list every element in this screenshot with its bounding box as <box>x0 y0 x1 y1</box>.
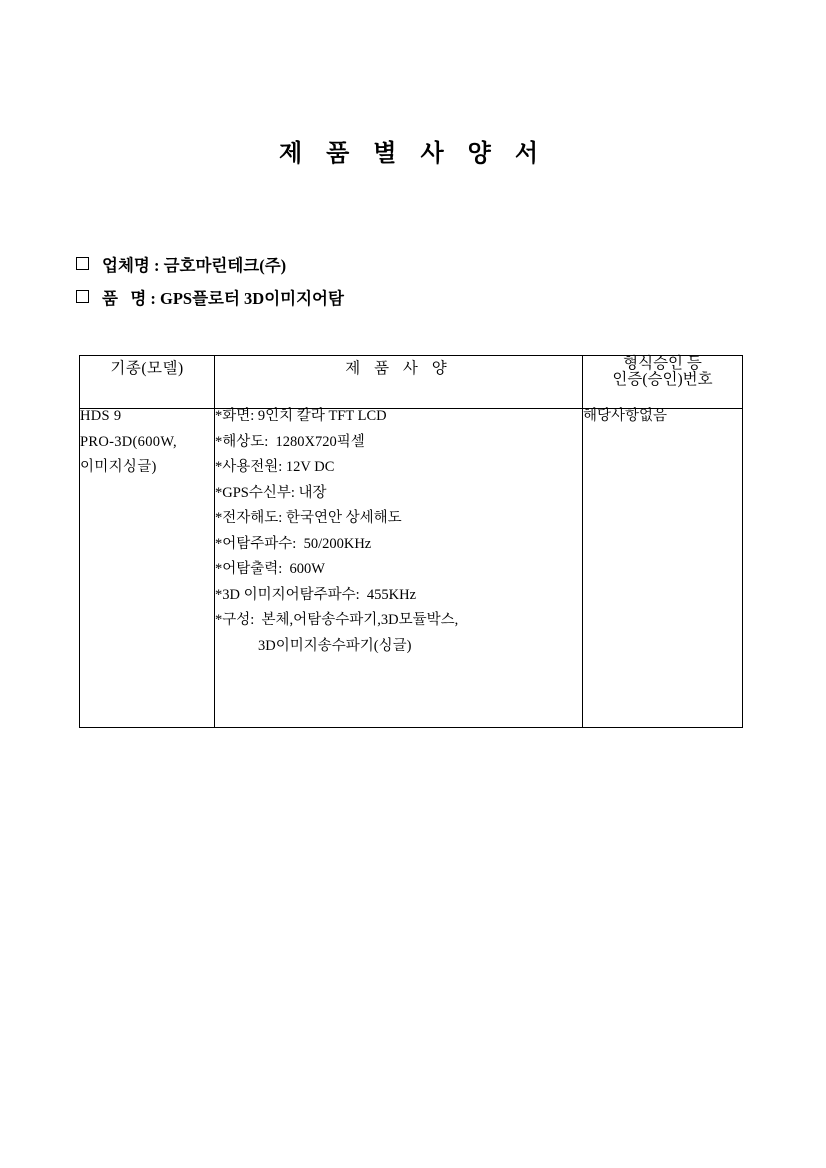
spec-table <box>79 355 743 728</box>
table-row <box>80 409 743 728</box>
meta-block <box>76 252 746 318</box>
spec-line: *전자해도: 한국연안 상세해도 <box>215 510 402 526</box>
checkbox-icon <box>76 257 89 270</box>
meta-value-company: 금호마린테크(주) <box>163 256 287 275</box>
column-header-cert <box>583 356 743 409</box>
model-line: HDS 9 <box>80 408 122 424</box>
column-header-model: 기종(모델) <box>80 356 215 409</box>
spec-line: *어탐주파수: 50/200KHz <box>215 535 372 552</box>
cell-cert: 해당사항없음 <box>583 409 743 728</box>
spec-line: *어탐출력: 600W <box>215 561 325 577</box>
spec-line: *화면: 9인치 칼라 TFT LCD <box>215 408 387 424</box>
spec-line: *구성: 본체,어탐송수파기,3D모듈박스, <box>215 612 459 628</box>
model-line: 이미지싱글) <box>80 459 157 475</box>
meta-label-product: 품 명 : <box>102 289 160 308</box>
table-header-row <box>80 356 743 409</box>
column-header-spec: 제 품 사 양 <box>215 356 583 409</box>
column-header-cert-line1: 형식승인 등 <box>623 355 702 372</box>
meta-value-product: GPS플로터 3D이미지어탐 <box>160 289 344 308</box>
column-header-cert-line2: 인증(승인)번호 <box>612 370 713 388</box>
checkbox-icon <box>76 290 89 303</box>
page-title: 제 품 별 사 양 서 <box>278 141 548 167</box>
meta-row-product <box>76 285 746 309</box>
cell-spec <box>215 409 583 728</box>
spec-line: *3D 이미지어탐주파수: 455KHz <box>215 586 417 603</box>
spec-line: 3D이미지송수파기(싱글) <box>258 637 412 654</box>
cell-model <box>80 409 215 728</box>
spec-line: *사용전원: 12V DC <box>215 459 335 475</box>
spec-line: *해상도: 1280X720픽셀 <box>215 433 365 450</box>
meta-row-company <box>76 252 746 276</box>
meta-label-company: 업체명 : <box>102 256 164 275</box>
model-line: PRO-3D(600W, <box>80 433 177 450</box>
spec-line: *GPS수신부: 내장 <box>215 484 327 501</box>
